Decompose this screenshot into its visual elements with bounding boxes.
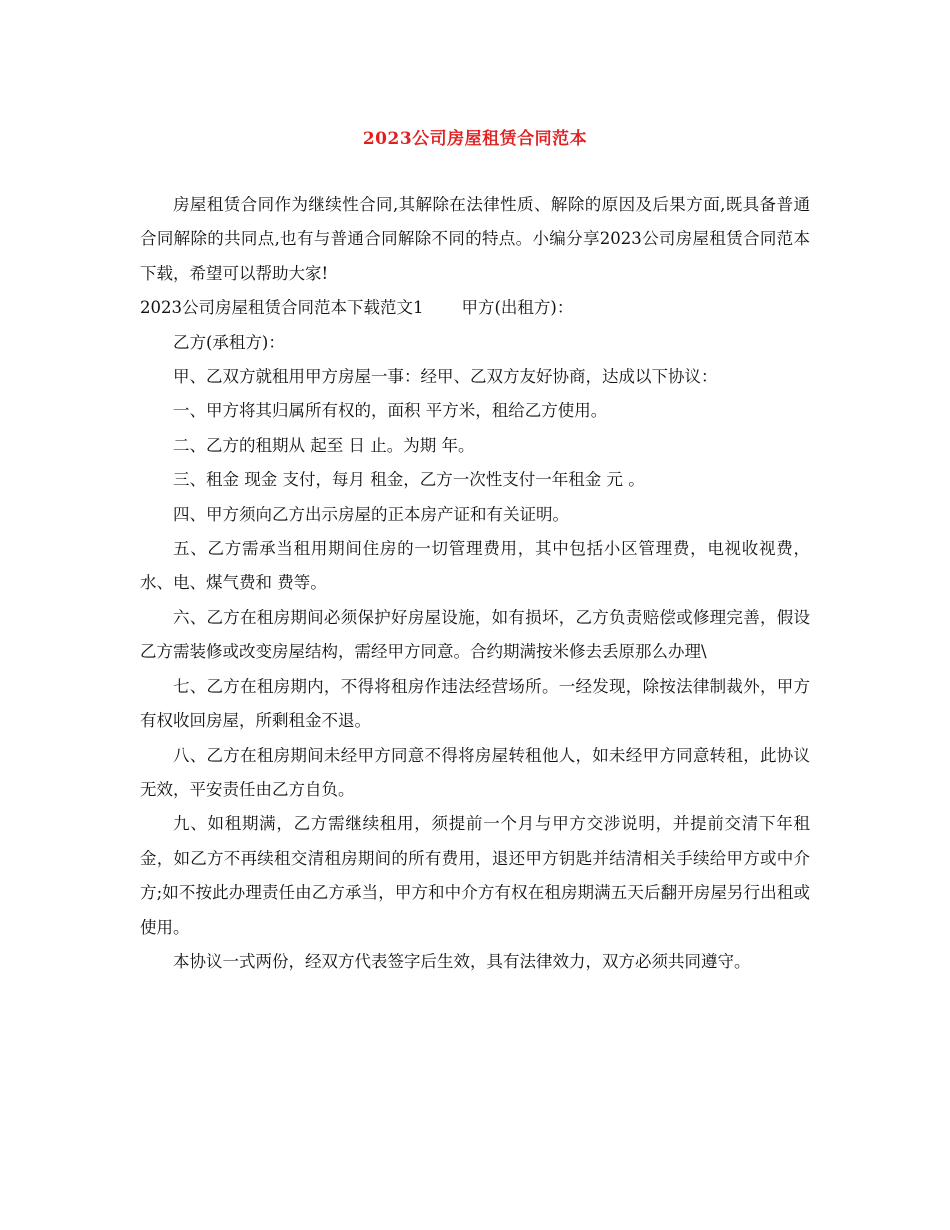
closing-paragraph: 本协议一式两份，经双方代表签字后生效，具有法律效力，双方必须共同遵守。 xyxy=(173,951,751,971)
document-title: 2023公司房屋租赁合同范本 xyxy=(362,129,588,149)
document-body xyxy=(140,188,810,979)
intro-paragraph: 房屋租赁合同作为继续性合同,其解除在法律性质、解除的原因及后果方面,既具备普通合同解除的共同点,也有与普通合同解除不同的特点。小编分享2023公司房屋租赁合同范本下载，希望可以帮助大家! xyxy=(140,195,810,283)
clause-3: 三、租金 现金 支付，每月 租金，乙方一次性支付一年租金 元 。 xyxy=(173,470,645,490)
clause-9: 九、如租期满，乙方需继续租用，须提前一个月与甲方交涉说明，并提前交清下年租金，如乙方不再续租交清租房期间的所有费用，退还甲方钥匙并结清相关手续给甲方或中介方;如不按此办理责任由乙方承当，甲方和中介方有权在租房期满五天后翻开房屋另行出租或使用。 xyxy=(140,814,810,937)
sample-heading-line xyxy=(140,291,810,325)
sample-heading: 2023公司房屋租赁合同范本下载范文1 xyxy=(140,298,424,318)
clause-4: 四、甲方须向乙方出示房屋的正本房产证和有关证明。 xyxy=(173,504,569,524)
clause-7: 七、乙方在租房期内，不得将租房作违法经营场所。一经发现，除按法律制裁外，甲方有权收回房屋，所剩租金不退。 xyxy=(140,676,810,731)
clause-6: 六、乙方在租房期间必须保护好房屋设施，如有损坏，乙方负责赔偿或修理完善，假设乙方需装修或改变房屋结构，需经甲方同意。合约期满按米修去丢原那么办理\ xyxy=(140,607,810,662)
preamble-paragraph: 甲、乙双方就租用甲方房屋一事：经甲、乙双方友好协商，达成以下协议： xyxy=(173,367,718,387)
party-b-label: 乙方(承租方)： xyxy=(173,332,285,352)
clause-1: 一、甲方将其归属所有权的，面积 平方米，租给乙方使用。 xyxy=(173,401,608,421)
party-a-label: 甲方(出租方)： xyxy=(461,298,574,318)
clause-2: 二、乙方的租期从 起至 日 止。为期 年。 xyxy=(173,435,475,455)
clause-5: 五、乙方需承当租用期间住房的一切管理费用，其中包括小区管理费，电视收视费，水、电、煤气费和 费等。 xyxy=(140,539,810,593)
clause-8: 八、乙方在租房期间未经甲方同意不得将房屋转租他人，如未经甲方同意转租，此协议无效，平安责任由乙方自负。 xyxy=(140,745,810,799)
